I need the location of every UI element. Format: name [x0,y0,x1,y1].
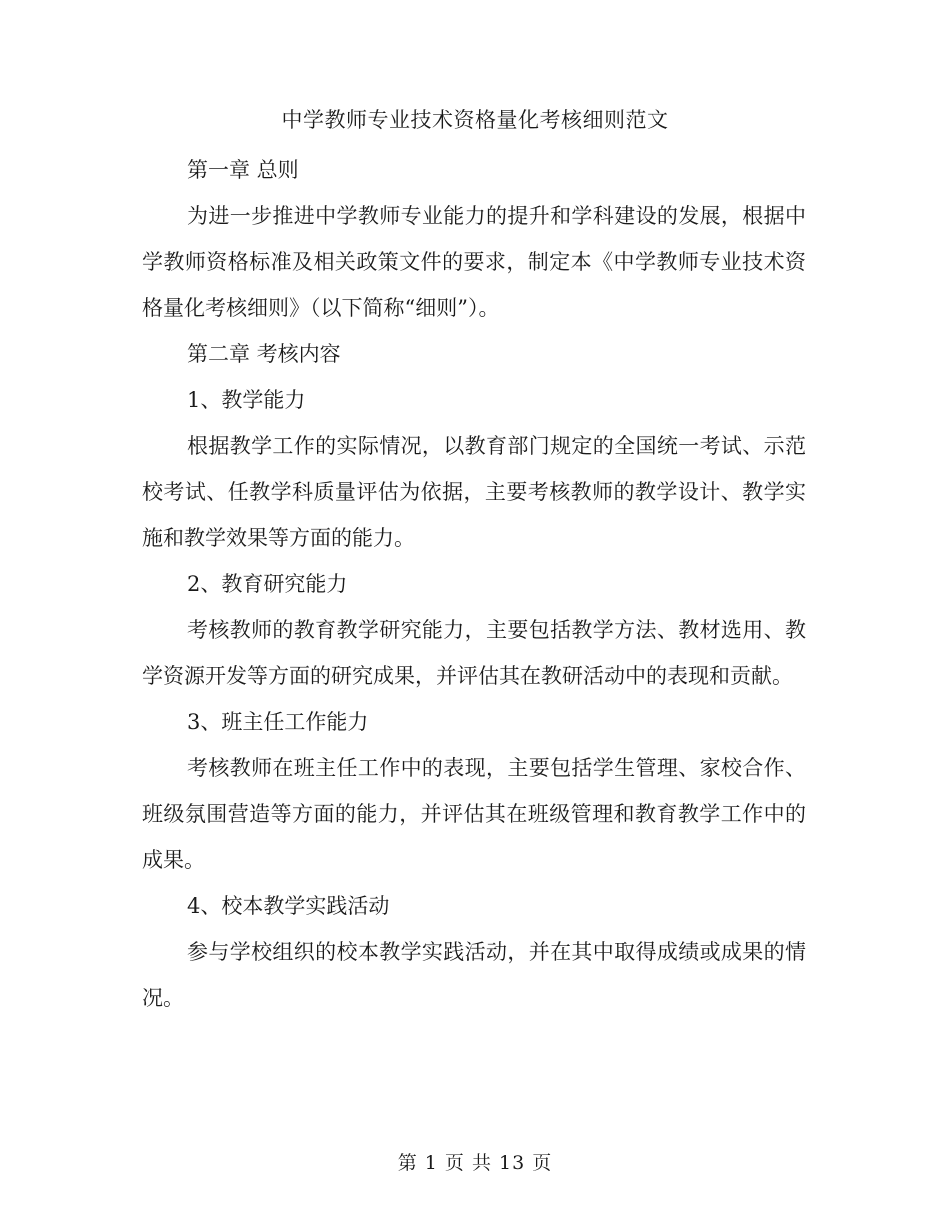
document-body [142,147,806,1021]
paragraph: 考核教师在班主任工作中的表现，主要包括学生管理、家校合作、班级氛围营造等方面的能力，并评估其在班级管理和教育教学工作中的成果。 [142,756,806,872]
paragraph: 为进一步推进中学教师专业能力的提升和学科建设的发展，根据中学教师资格标准及相关政策文件的要求，制定本《中学教师专业技术资格量化考核细则》（以下简称“细则”）。 [142,204,806,320]
document-title: 中学教师专业技术资格量化考核细则范文 [281,108,669,132]
section-heading: 3、班主任工作能力 [187,710,369,734]
paragraph: 考核教师的教育教学研究能力，主要包括教学方法、教材选用、教学资源开发等方面的研究成果，并评估其在教研活动中的表现和贡献。 [142,618,806,688]
paragraph: 根据教学工作的实际情况，以教育部门规定的全国统一考试、示范校考试、任教学科质量评估为依据，主要考核教师的教学设计、教学实施和教学效果等方面的能力。 [142,434,806,550]
chapter-heading: 第二章 考核内容 [187,342,341,366]
section-heading: 4、校本教学实践活动 [187,894,390,918]
page-number-footer: 第 1 页 共 13 页 [397,1152,553,1174]
section-heading: 2、教育研究能力 [187,572,348,596]
paragraph: 参与学校组织的校本教学实践活动，并在其中取得成绩或成果的情况。 [142,940,806,1010]
section-heading: 1、教学能力 [187,388,306,412]
chapter-heading: 第一章 总则 [187,158,299,182]
